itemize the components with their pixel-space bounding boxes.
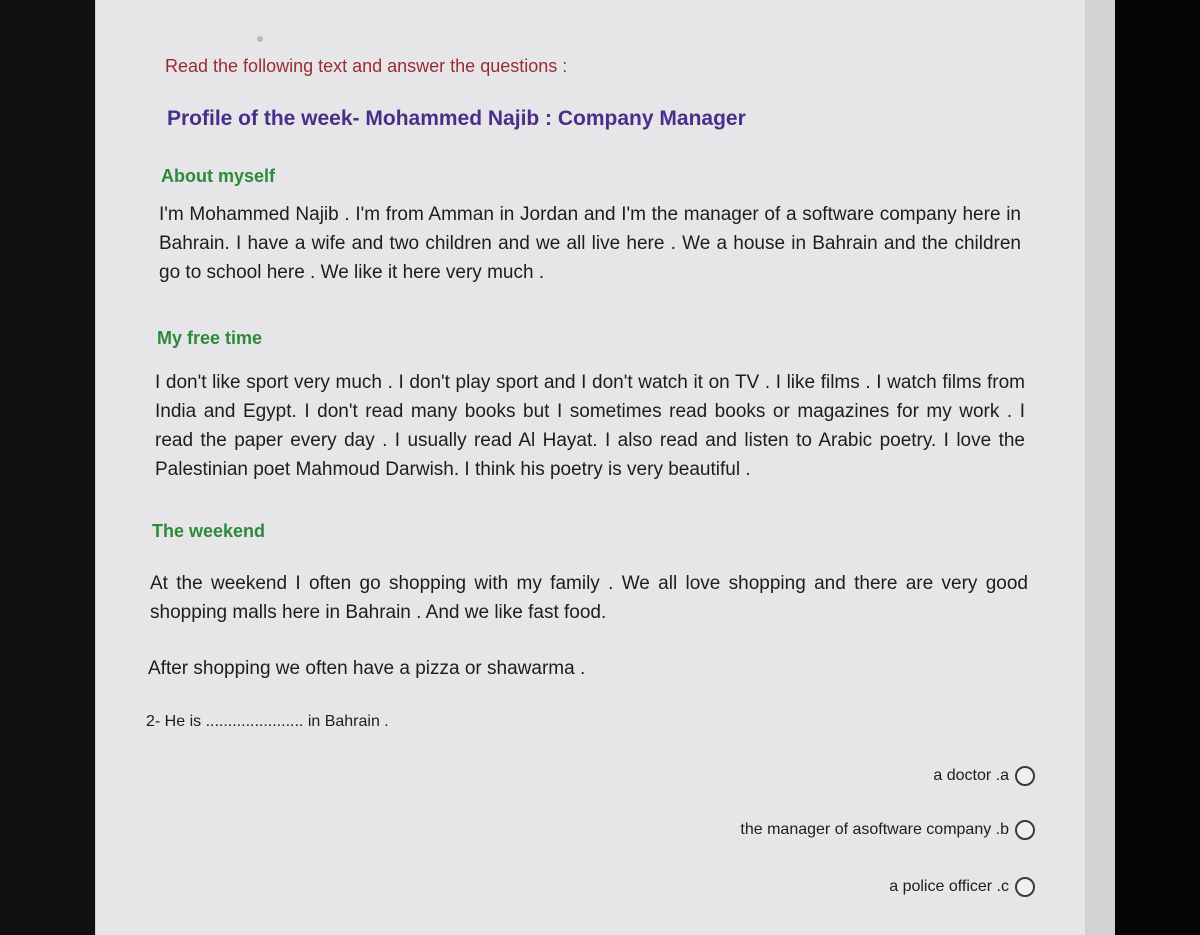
option-a[interactable] <box>933 766 1035 786</box>
option-c-radio[interactable] <box>1015 877 1035 897</box>
option-c[interactable] <box>889 877 1035 897</box>
option-a-radio[interactable] <box>1015 766 1035 786</box>
paragraph-after-shopping: After shopping we often have a pizza or shawarma . <box>148 658 586 679</box>
option-b-radio[interactable] <box>1015 820 1035 840</box>
dark-background <box>1115 0 1200 935</box>
page-edge <box>1085 0 1115 935</box>
heading-free-time: My free time <box>157 328 263 348</box>
profile-title: Profile of the week- Mohammed Najib : Company Manager <box>167 107 746 130</box>
paragraph-weekend: At the weekend I often go shopping with my family . We all love shopping and there are very good shopping malls here in Bahrain . And we like fast food. <box>150 573 1028 623</box>
paragraph-free-time: I don't like sport very much . I don't play sport and I don't watch it on TV . I like films . I watch films from India and Egypt. I don't read many books but I sometimes read books or magazines for my work . I read the paper every day . I usually read Al Hayat. I also read and listen to Arabic poetry. I love the Palestinian poet Mahmoud Darwish. I think his poetry is very beautiful . <box>155 372 1025 480</box>
option-c-label: a police officer .c <box>889 878 1009 895</box>
question-text: 2- He is ...................... in Bahrain . <box>146 713 389 730</box>
paragraph-about-myself: I'm Mohammed Najib . I'm from Amman in Jordan and I'm the manager of a software company here in Bahrain. I have a wife and two children and we all live here . We a house in Bahrain and the children go to school here . We like it here very much . <box>159 204 1021 283</box>
option-b[interactable] <box>740 820 1035 840</box>
option-a-label: a doctor .a <box>933 767 1009 784</box>
page-dot <box>257 36 263 42</box>
heading-about-myself: About myself <box>161 166 276 186</box>
instruction-text: Read the following text and answer the questions : <box>165 56 568 76</box>
heading-weekend: The weekend <box>152 521 266 541</box>
option-b-label: the manager of asoftware company .b <box>740 821 1009 838</box>
